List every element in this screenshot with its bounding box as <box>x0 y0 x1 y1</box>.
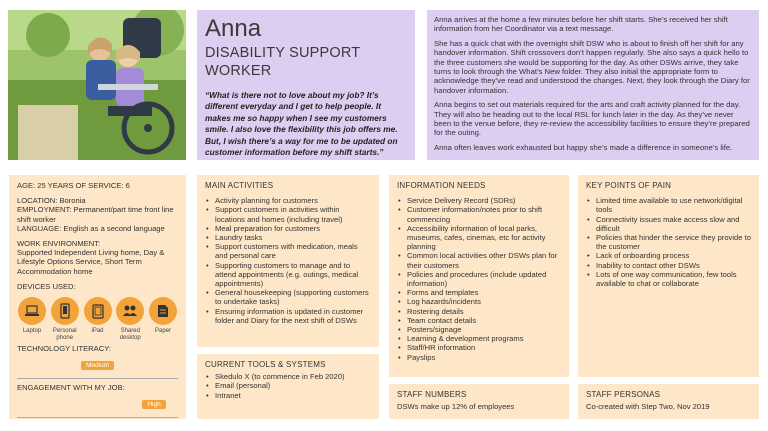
list-item: • Lots of one way communication, few tools available to chat or collaborate <box>586 270 751 288</box>
staff-personas-title: STAFF PERSONAS <box>586 390 661 399</box>
list-item: • Common local activities other DSWs plan for their customers <box>397 251 561 269</box>
persona-role: DISABILITY SUPPORT WORKER <box>205 45 361 79</box>
persona-intro <box>197 10 415 160</box>
engagement-meter <box>17 400 178 418</box>
list-item: • Skedulo X (to commence in Feb 2020) <box>205 372 371 381</box>
ipad-icon <box>84 297 112 325</box>
list-item: • Learning & development programs <box>397 334 561 343</box>
information-needs-card <box>389 175 569 377</box>
age-field: AGE: 25 YEARS OF SERVICE: 6 <box>17 181 130 190</box>
device-paper <box>148 297 178 342</box>
devices-label: DEVICES USED: <box>17 281 76 291</box>
device-ipad <box>83 297 113 342</box>
list-item: • Lack of onboarding process <box>586 251 751 260</box>
profile-card <box>9 175 186 419</box>
list-item: • General housekeeping (supporting customers to undertake tasks) <box>205 288 371 306</box>
list-item: • Forms and templates <box>397 288 561 297</box>
device-label: Personal phone <box>52 328 77 342</box>
staff-numbers-card <box>389 384 569 419</box>
list-item: • Supporting customers to manage and to attend appointments (e.g. outings, medical appointments) <box>205 261 371 289</box>
location-field: LOCATION: Boronia <box>17 196 86 206</box>
current-tools-card <box>197 354 379 419</box>
current-tools-list <box>205 372 371 400</box>
list-item: • Activity planning for customers <box>205 196 371 205</box>
list-item: • Intranet <box>205 391 371 400</box>
list-item: • Connectivity issues make access slow and difficult <box>586 215 751 233</box>
list-item: • Limited time available to use network/digital tools <box>586 196 751 214</box>
device-shared-desktop <box>115 297 145 342</box>
main-activities-list <box>205 196 371 325</box>
current-tools-title: CURRENT TOOLS & SYSTEMS <box>205 360 326 369</box>
language-field: LANGUAGE: English as a second language <box>17 223 165 233</box>
device-label: Laptop <box>22 328 42 335</box>
pain-points-title: KEY POINTS OF PAIN <box>586 181 672 190</box>
list-item: • Laundry tasks <box>205 233 371 242</box>
list-item: • Accessibility information of local parks, museums, cafes, cinemas, etc for activity planning <box>397 224 561 252</box>
list-item: • Email (personal) <box>205 381 371 390</box>
list-item: • Service Delivery Record (SDRs) <box>397 196 561 205</box>
devices-list <box>17 297 178 342</box>
list-item: • Log hazards/incidents <box>397 297 561 306</box>
story-paragraph: Anna arrives at the home a few minutes before her shift starts. She’s received her shift information from her Coordinator via a text message. <box>434 15 728 34</box>
tech-literacy-meter <box>17 361 178 379</box>
list-item: • Policies that hinder the service they provide to the customer <box>586 233 751 251</box>
persona-story <box>427 10 759 160</box>
list-item: • Inability to contact other DSWs <box>586 261 751 270</box>
environment-value: Supported Independent Living home, Day & Lifestyle Options Service, Short Term Accommodation home <box>17 248 165 276</box>
list-item: • Staff/HR information <box>397 343 561 352</box>
list-item: • Support customers with medication, meals and personal care <box>205 242 371 260</box>
story-paragraph: She has a quick chat with the overnight shift DSW who is about to finish off her shift for any handover information. Shift crossovers don’t happen regularly. She also says a quick hello to the three customers she would be supporting for the day. As other DSWs arrive, they take turns to look through the What’s New folder. They also initial the appropriate form to acknowledge they’ve read and understood the changes. Next, they look through the Diary for handover information. <box>434 38 750 95</box>
device-laptop <box>17 297 47 342</box>
list-item: • Meal preparation for customers <box>205 224 371 233</box>
list-item: • Policies and procedures (include updated information) <box>397 270 561 288</box>
device-label: Shared desktop <box>119 328 141 342</box>
list-item: • Customer information/notes prior to shift commencing <box>397 205 561 223</box>
staff-personas-card <box>578 384 759 419</box>
list-item: • Posters/signage <box>397 325 561 334</box>
tech-literacy-label: TECHNOLOGY LITERACY: <box>17 344 111 354</box>
list-item: • Payslips <box>397 353 561 362</box>
shared-desktop-icon <box>116 297 144 325</box>
main-activities-title: MAIN ACTIVITIES <box>205 181 274 190</box>
persona-quote: “What is there not to love about my job? It’s different everyday and I get to help people. It makes me so happy when I see my customers smile. I also love the flexibility this job offers me. But, I wish there’s a way for me to be updated on customer information before my shift starts.” <box>205 90 398 158</box>
information-needs-list <box>397 196 561 362</box>
device-label: iPad <box>91 328 104 335</box>
phone-icon <box>51 297 79 325</box>
list-item: • Ensuring information is updated in customer folder and Diary for the next shift of DSWs <box>205 307 371 325</box>
employment-field: EMPLOYMENT: Permanent/part time front line shift worker <box>17 205 174 224</box>
main-activities-card <box>197 175 379 347</box>
tech-literacy-level: Medium <box>81 361 114 370</box>
device-phone <box>50 297 80 342</box>
environment-label: WORK ENVIRONMENT: <box>17 239 101 249</box>
paper-icon <box>149 297 177 325</box>
story-paragraph: Anna begins to set out materials required for the arts and craft activity planned for the day. They will also be heading out to the local RSL for lunch later in the day. As they’ve never been to the venue before, they re-review the accessibility facilities to ensure they’re prepared for the outing. <box>434 100 750 138</box>
staff-numbers-text: DSWs make up 12% of employees <box>397 402 515 412</box>
staff-personas-text: Co-created with Step Two, Nov 2019 <box>586 402 710 412</box>
list-item: • Team contact details <box>397 316 561 325</box>
staff-numbers-title: STAFF NUMBERS <box>397 390 467 399</box>
list-item: • Support customers in activities within locations and homes (including travel) <box>205 205 371 223</box>
list-item: • Rostering details <box>397 307 561 316</box>
pain-points-list <box>586 196 751 288</box>
laptop-icon <box>18 297 46 325</box>
persona-photo <box>8 10 186 160</box>
engagement-level: High <box>142 400 165 409</box>
story-paragraph: Anna often leaves work exhausted but happy she’s made a difference in someone’s life. <box>434 142 733 152</box>
engagement-label: ENGAGEMENT WITH MY JOB: <box>17 383 125 393</box>
persona-name: Anna <box>205 15 262 42</box>
information-needs-title: INFORMATION NEEDS <box>397 181 486 190</box>
pain-points-card <box>578 175 759 377</box>
device-label: Paper <box>154 328 171 335</box>
